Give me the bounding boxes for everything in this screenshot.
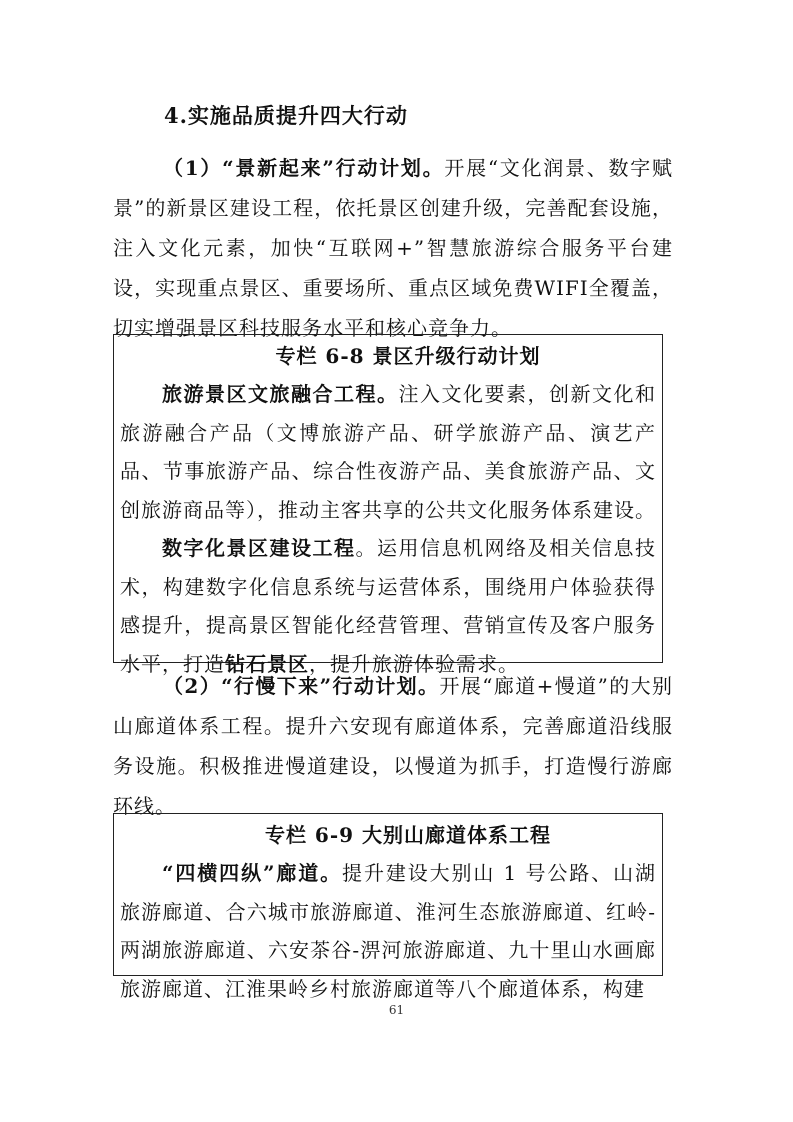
section-heading: 4.实施品质提升四大行动 [164, 103, 408, 128]
page-number: 61 [388, 1003, 405, 1017]
column-box-6-8-item-2-body-b: ，提升旅游体验需求。 [309, 651, 519, 676]
action-plan-1-title: （1）“景新起来”行动计划。 [163, 156, 445, 180]
action-plan-2-paragraph [113, 666, 673, 826]
column-box-6-8 [113, 334, 663, 676]
column-box-6-9 [113, 813, 663, 1001]
column-box-6-8-item-1 [120, 375, 656, 529]
column-box-6-9-item-1 [120, 854, 656, 1008]
action-plan-2-title: （2）“行慢下来”行动计划。 [163, 674, 440, 698]
column-box-6-9-item-1-lead: “四横四纵”廊道。 [162, 861, 343, 885]
column-box-6-8-item-1-lead: 旅游景区文旅融合工程。 [162, 382, 399, 406]
column-box-6-8-item-2-emphasis: 钻石景区 [225, 651, 309, 676]
column-box-6-9-title: 专栏 6-9 大别山廊道体系工程 [264, 823, 552, 847]
action-plan-2-body: 开展“廊道+慢道”的大别山廊道体系工程。提升六安现有廊道体系，完善廊道沿线服务设施。积极推进慢道建设，以慢道为抓手，打造慢行游廊环线。 [113, 674, 673, 818]
column-box-6-8-item-2-body-a: 。运用信息机网络及相关信息技术，构建数字化信息系统与运营体系，围绕用户体验获得感提升，提高景区智能化经营管理、营销宣传及客户服务水平，打造 [120, 536, 656, 676]
action-plan-1-paragraph [113, 148, 673, 348]
column-box-6-8-item-2-lead: 数字化景区建设工程 [162, 536, 356, 560]
action-plan-1-body: 开展“文化润景、数字赋景”的新景区建设工程，依托景区创建升级，完善配套设施，注入文化元素，加快“互联网+”智慧旅游综合服务平台建设，实现重点景区、重要场所、重点区域免费WIFI全覆盖，切实增强景区科技服务水平和核心竞争力。 [113, 156, 673, 340]
column-box-6-8-item-2 [120, 529, 656, 683]
column-box-6-9-item-1-body: 提升建设大别山 1 号公路、山湖旅游廊道、合六城市旅游廊道、淮河生态旅游廊道、红岭-两湖旅游廊道、六安茶谷-淠河旅游廊道、九十里山水画廊旅游廊道、江淮果岭乡村旅游廊道等八个廊道体系，构建 [120, 861, 656, 1001]
column-box-6-8-item-1-body: 注入文化要素，创新文化和旅游融合产品（文博旅游产品、研学旅游产品、演艺产品、节事旅游产品、综合性夜游产品、美食旅游产品、文创旅游商品等），推动主客共享的公共文化服务体系建设。 [120, 382, 656, 522]
column-box-6-8-title: 专栏 6-8 景区升级行动计划 [275, 344, 541, 368]
